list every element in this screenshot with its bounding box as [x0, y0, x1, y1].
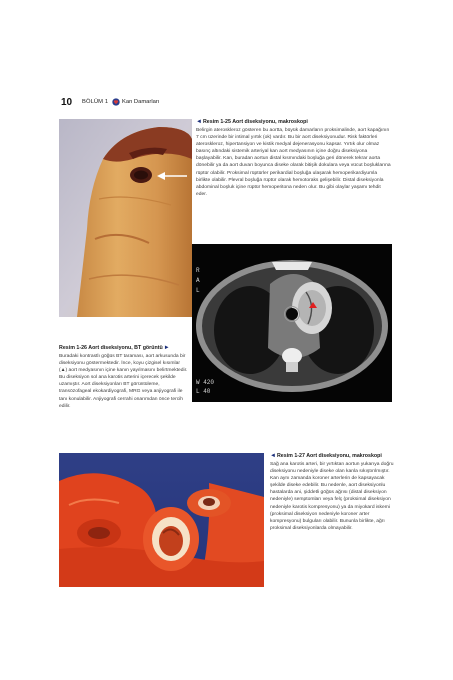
aorta-gross-photo — [59, 119, 192, 317]
figure-3-caption: Sağ ana karotis arteri, bir yırtıktan aortun yukarıya doğru diseksiyonu nedeniyle diseke olan kanla sıkıştırılmıştır. Kan aynı zamanda koroner arterlerin de kapsayacak şekilde diseke edebilir. Bu nedenle, aort diseksiyonlu hastalarda ani, şiddetli göğüs ağrısı (distal diseksiyon nedeniyle) semptomları veya felç (proksimal diseksiyon nedeniyle karotis kompresyonu) ya da miyokard iskemi (proksimal diseksiyon nedeniyle koroner arter kompresyonu) bulguları olabilir. Bununla birlikte, ağrı proksimal diseksiyonlarda olmayabilir. — [270, 462, 394, 531]
carotid-gross-photo — [59, 453, 264, 587]
caption-arrow-icon: ◄ — [270, 453, 276, 459]
figure-1-caption: Belirgin ateroskleroz gösteren bu aortta, büyük damarların proksimalinde, aort kapağının 7 cm üzerinde bir intimal yırtık (ok) vardır. Bu bir aort diseksiyonudur. Risk faktörleri ateroskleroz, hipertansiyon ve kistik medyal dejenerasyonu kapsar. Yırtık olur olmaz basınç altındaki sistemik arteriyal kan aort medyasının içine doğru diseksiyona başlayabilir. Kan, buradan aortun distal kısmındaki boşluğa geri dönerek tekrar aorta dönebilir ya da aort duvarı boyunca diseke olarak bitişik dokulara veya vücut boşluklarına rüptür olabilir. Proksimal rüptürler perikardial boşluğa ulaşarak hemoperikardiyumla birlikte olabilir. Plevral boşluğa rüptür olarak hemotoraks gelişebilir. Distal diseksiyonla abdominal boşluk içine rüptür hemoperitona neden olur. Bu gibi olaylar yaşamı tehdit eder. — [196, 128, 391, 197]
ct-overlay-level: L 40 — [196, 388, 211, 395]
ct-overlay-r: R — [196, 267, 200, 274]
figure-3-title: ◄Resim 1-27 Aort diseksiyonu, makroskopi — [270, 453, 382, 459]
caption-arrow-icon: ► — [163, 345, 170, 351]
ct-scan-image — [192, 244, 392, 402]
ct-overlay-a: A — [196, 277, 200, 284]
chapter-label: BÖLÜM 1 — [82, 99, 109, 105]
page-number: 10 — [61, 97, 73, 108]
caption-arrow-icon: ◄ — [196, 119, 202, 125]
ct-overlay-window: W 420 — [196, 379, 215, 386]
figure-2-title: Resim 1-26 Aort diseksiyonu, BT görüntü► — [59, 345, 170, 351]
figure-2-caption: Buradaki kontrastlı göğüs BT taraması, aort arkusunda bir diseksiyonu göstermektedir. İnce, koyu çizgisel kısımlar (▲) aort medyasının içine kanın yayılmasını belirtmektedir. Bu diseksiyon sol ana karotis arterini içerecek şekilde uzamıştır. Aort diseksiyonları BT görüntüleme, transözofageal ekokardiyografi, MRG veya anjiyografi ile tanı konulabilir. Anjiyografi cerrahi onarımdan önce tercih edilir. — [59, 354, 188, 409]
heart-emblem-icon — [112, 98, 120, 106]
figure-1-title: ◄Resim 1-25 Aort diseksiyonu, makroskopi — [196, 119, 308, 125]
ct-overlay-l: L — [196, 287, 200, 294]
chapter-subject: Kan Damarları — [122, 99, 160, 105]
